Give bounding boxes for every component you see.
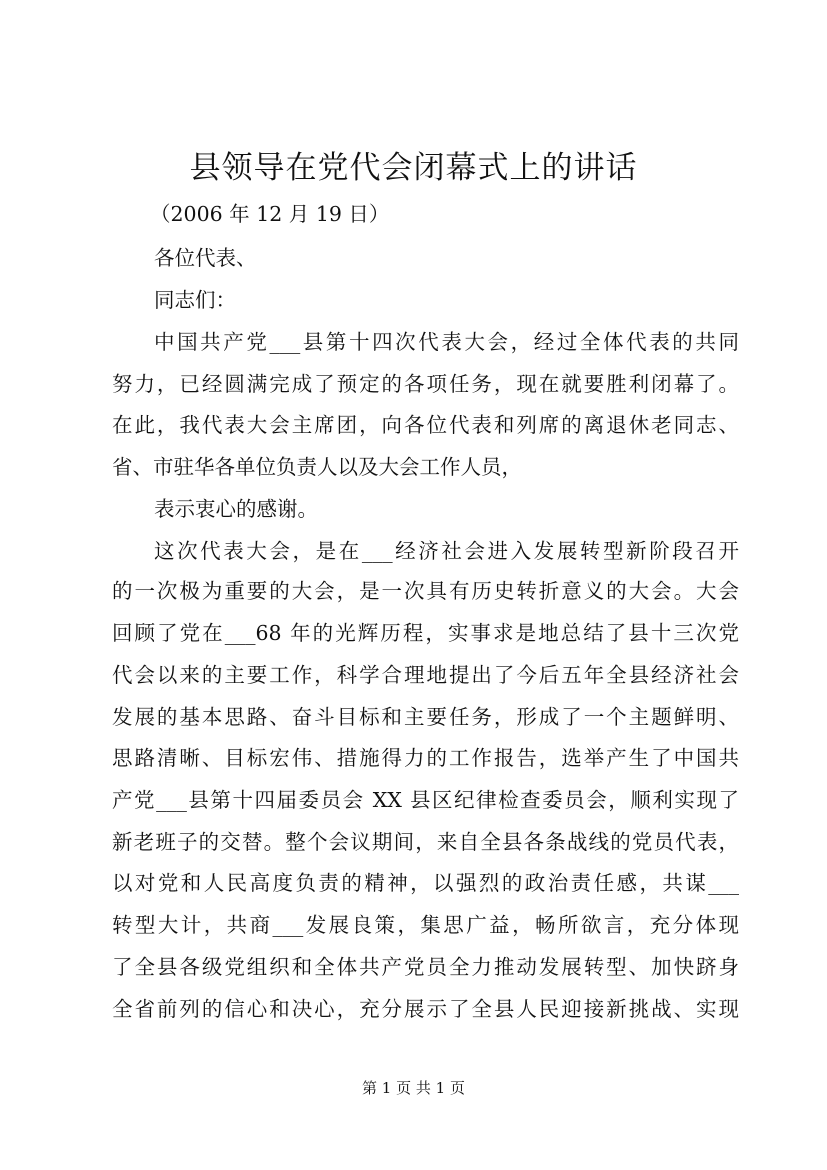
salutation-comrades: 同志们： — [154, 288, 236, 312]
paragraph-line: 转型大计，共商___发展良策，集思广益，畅所欲言，充分体现 — [112, 913, 739, 937]
paragraph-line: 回顾了党在___68 年的光辉历程，实事求是地总结了县十三次党 — [112, 621, 739, 645]
paragraph-line: 省、市驻华各单位负责人以及大会工作人员， — [112, 455, 522, 479]
paragraph-line: 努力，已经圆满完成了预定的各项任务，现在就要胜利闭幕了。 — [112, 372, 739, 396]
salutation-representatives: 各位代表、 — [154, 246, 257, 270]
paragraph-line: 产党___县第十四届委员会 XX 县区纪律检查委员会，顺利实现了 — [112, 788, 739, 812]
paragraph-line: 全省前列的信心和决心，充分展示了全县人民迎接新挑战、实现 — [112, 997, 739, 1021]
paragraph-line: 在此，我代表大会主席团，向各位代表和列席的离退休老同志、 — [112, 413, 739, 437]
paragraph-line: 的一次极为重要的大会，是一次具有历史转折意义的大会。大会 — [112, 579, 739, 603]
paragraph-line: 了全县各级党组织和全体共产党员全力推动发展转型、加快跻身 — [112, 955, 739, 979]
document-title: 县领导在党代会闭幕式上的讲话 — [189, 150, 638, 186]
paragraph-line: 中国共产党___县第十四次代表大会，经过全体代表的共同 — [154, 330, 739, 354]
paragraph-line: 思路清晰、目标宏伟、措施得力的工作报告，选举产生了中国共 — [112, 746, 739, 770]
paragraph-line: 这次代表大会，是在___经济社会进入发展转型新阶段召开 — [154, 539, 739, 563]
paragraph-line: 代会以来的主要工作，科学合理地提出了今后五年全县经济社会 — [112, 663, 739, 687]
paragraph-line: 新老班子的交替。整个会议期间，来自全县各条战线的党员代表， — [112, 830, 739, 854]
paragraph-line: 发展的基本思路、奋斗目标和主要任务，形成了一个主题鲜明、 — [112, 705, 739, 729]
paragraph-line: 表示衷心的感谢。 — [154, 497, 318, 521]
speech-date: （2006 年 12 月 19 日） — [150, 202, 390, 226]
page-number-footer: 第 1 页 共 1 页 — [362, 1079, 465, 1097]
paragraph-line: 以对党和人民高度负责的精神，以强烈的政治责任感，共谋___ — [112, 871, 739, 895]
